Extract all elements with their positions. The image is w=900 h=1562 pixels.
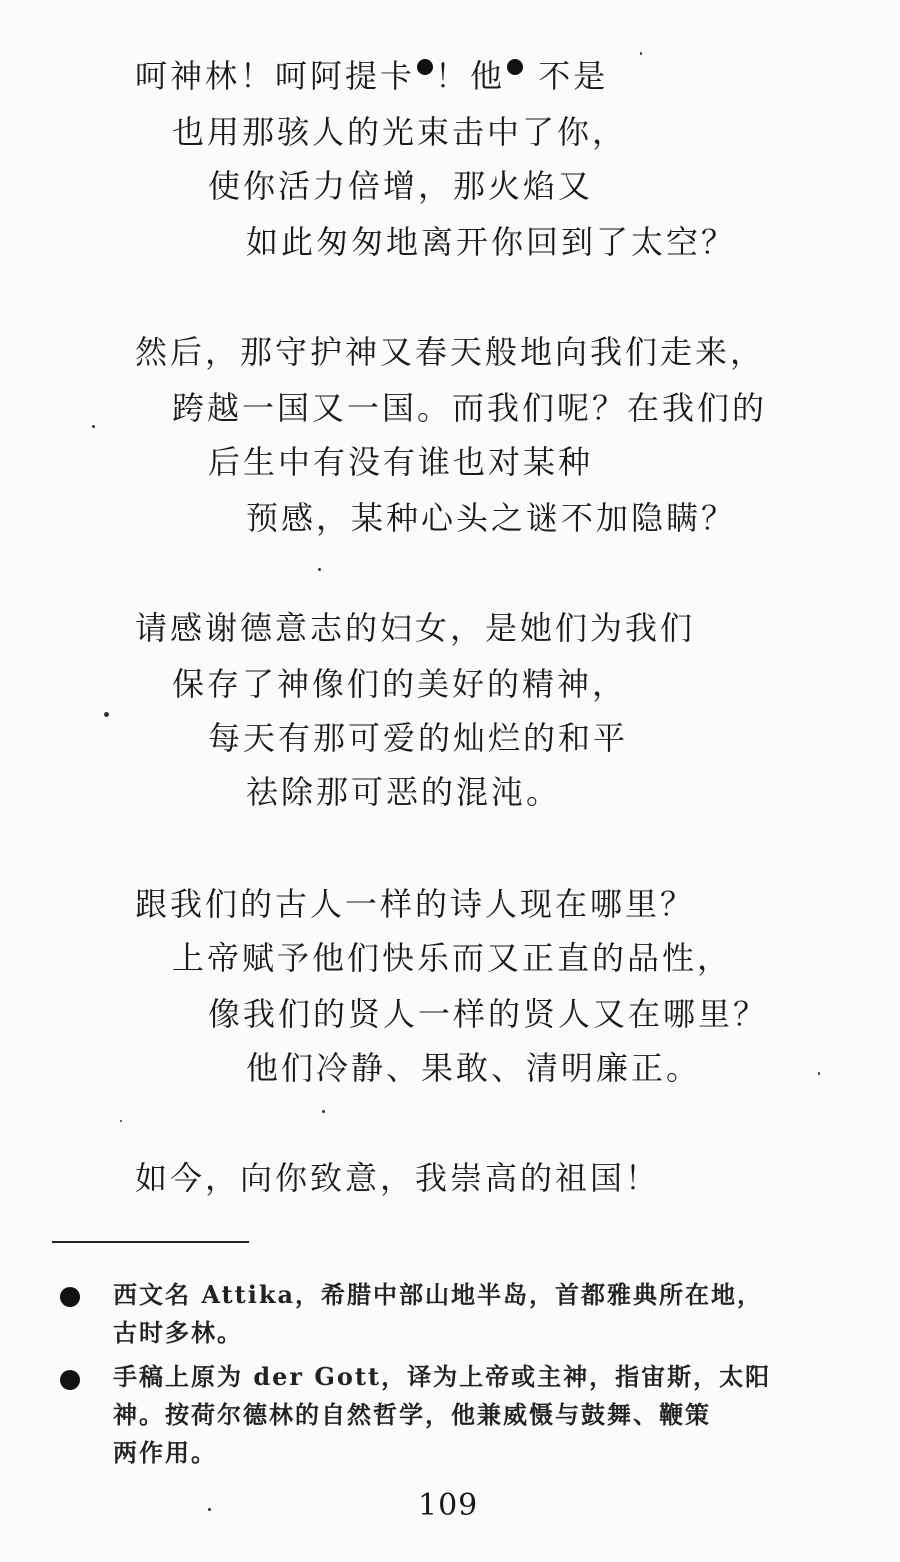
poem-line: 使你活力倍增，那火焰又 bbox=[208, 167, 594, 205]
scan-speck bbox=[318, 568, 321, 571]
poem-text: 不是 bbox=[525, 57, 609, 95]
scan-speck bbox=[104, 712, 109, 717]
poem-line: 如此匆匆地离开你回到了太空？ bbox=[246, 223, 737, 261]
poem-line: 祛除那可恶的混沌。 bbox=[246, 773, 562, 811]
poem-line: 请感谢德意志的妇女，是她们为我们 bbox=[135, 609, 696, 647]
poem-line bbox=[135, 56, 608, 96]
poem-line: 如今，向你致意，我崇高的祖国！ bbox=[135, 1159, 661, 1197]
scan-speck bbox=[322, 1110, 325, 1113]
poem-line: 也用那骇人的光束击中了你， bbox=[172, 113, 628, 151]
poem-line: 像我们的贤人一样的贤人又在哪里？ bbox=[208, 995, 769, 1033]
poem-text: 呵神林！呵阿提卡 bbox=[135, 57, 416, 95]
footnote-marker-1-icon bbox=[60, 1287, 80, 1307]
scan-speck bbox=[640, 52, 642, 55]
footnote-marker-2-icon bbox=[507, 59, 523, 75]
poem-line: 跨越一国又一国。而我们呢？在我们的 bbox=[172, 389, 768, 427]
footnote-text: 西文名 Attika，希腊中部山地半岛，首都雅典所在地， bbox=[113, 1280, 764, 1309]
footnote-marker-2-icon bbox=[60, 1370, 80, 1390]
footnote-text: 两作用。 bbox=[113, 1438, 217, 1467]
footnote-text: 古时多林。 bbox=[113, 1318, 243, 1347]
footnote-marker-1-icon bbox=[417, 59, 433, 75]
scan-speck bbox=[208, 1508, 211, 1511]
poem-line: 然后，那守护神又春天般地向我们走来， bbox=[135, 333, 766, 371]
poem-line: 保存了神像们的美好的精神， bbox=[172, 665, 628, 703]
footnote-text: 手稿上原为 der Gott，译为上帝或主神，指宙斯，太阳 bbox=[113, 1362, 772, 1391]
scan-speck bbox=[120, 1120, 122, 1122]
poem-text: ！他 bbox=[435, 57, 506, 95]
poem-line: 后生中有没有谁也对某种 bbox=[208, 443, 594, 481]
poem-line: 每天有那可爱的灿烂的和平 bbox=[208, 719, 629, 757]
scan-speck bbox=[92, 425, 95, 428]
poem-line: 预感，某种心头之谜不加隐瞒？ bbox=[246, 499, 737, 537]
footnote-divider bbox=[52, 1241, 249, 1243]
scan-speck bbox=[818, 1072, 820, 1075]
poem-line: 上帝赋予他们快乐而又正直的品性， bbox=[172, 939, 733, 977]
footnote-text: 神。按荷尔德林的自然哲学，他兼威慑与鼓舞、鞭策 bbox=[113, 1400, 711, 1429]
poem-line: 跟我们的古人一样的诗人现在哪里？ bbox=[135, 885, 696, 923]
page-number: 109 bbox=[418, 1488, 479, 1523]
poem-line: 他们冷静、果敢、清明廉正。 bbox=[246, 1049, 702, 1087]
